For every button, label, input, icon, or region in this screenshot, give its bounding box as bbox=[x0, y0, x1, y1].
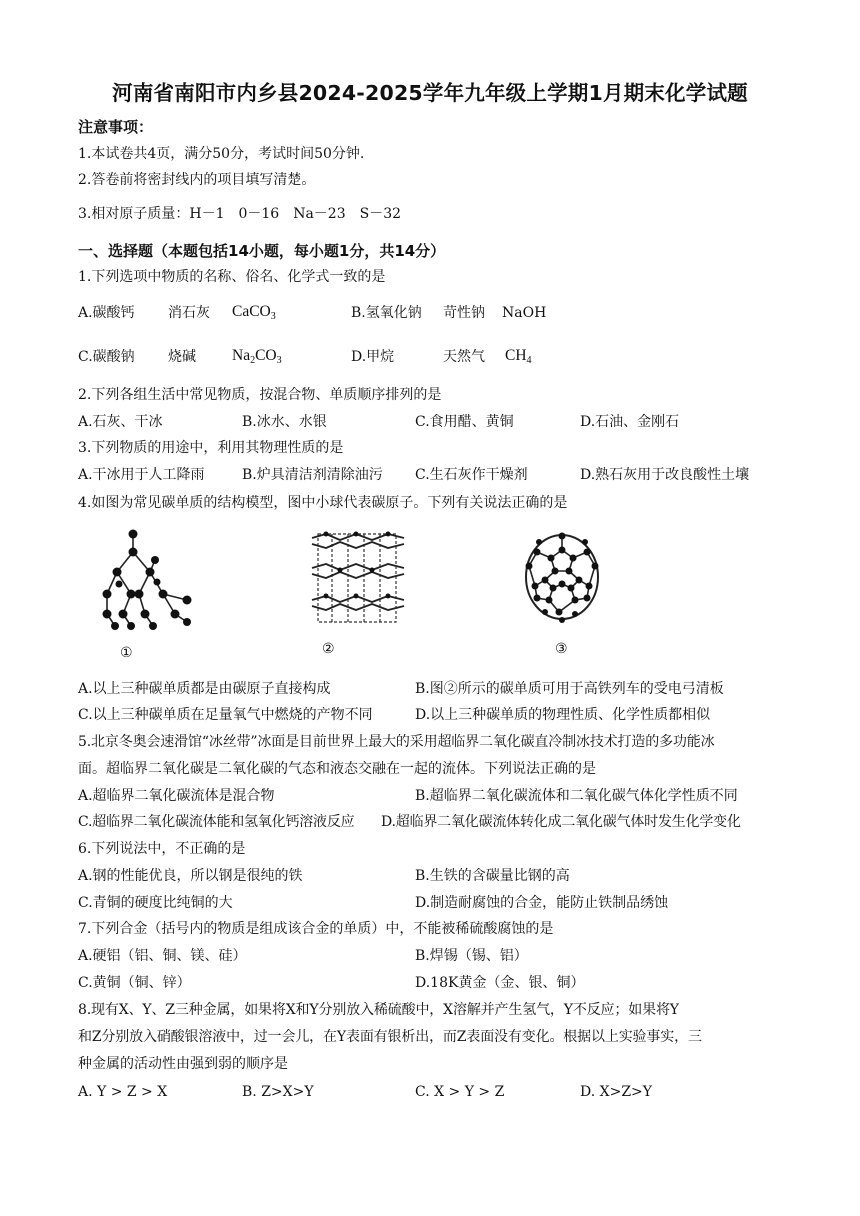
question-5-stem-line-1: 5.北京冬奥会速滑馆“冰丝带”冰面是目前世界上最大的采用超临界二氧化碳直冷制冰技术打造的多功能冰 bbox=[78, 734, 715, 750]
q8-option-b: B. Z>X>Y bbox=[242, 1084, 314, 1100]
question-8-stem-line-1: 8.现有X、Y、Z三种金属，如果将X和Y分别放入稀硫酸中，X溶解并产生氢气，Y不反应；如果将Y bbox=[78, 1002, 679, 1018]
notice-item-1: 1.本试卷共4页，满分50分，考试时间50分钟. bbox=[78, 146, 365, 162]
q1-option-a-formula: CaCO$_3$ bbox=[232, 303, 276, 322]
section-heading: 一、选择题（本题包括14小题，每小题1分，共14分） bbox=[78, 242, 446, 260]
question-4-stem: 4.如图为常见碳单质的结构模型，图中小球代表碳原子。下列有关说法正确的是 bbox=[78, 495, 568, 511]
diamond-structure-figure bbox=[95, 522, 205, 637]
figure-label-2: ② bbox=[322, 641, 335, 657]
q8-option-c: C. X > Y > Z bbox=[415, 1084, 505, 1100]
figure-label-3: ③ bbox=[555, 641, 568, 657]
q1-option-c-formula: $Na_2CO_3$ bbox=[232, 347, 282, 366]
figure-label-1: ① bbox=[120, 645, 133, 661]
q2-option-a: A.石灰、干冰 bbox=[78, 414, 163, 430]
page-title: 河南省南阳市内乡县2024-2025学年九年级上学期1月期末化学试题 bbox=[112, 81, 748, 105]
q7-option-a: A.硬铝（铝、铜、镁、硅） bbox=[78, 948, 247, 964]
q8-option-d: D. X>Z>Y bbox=[580, 1084, 653, 1100]
q4-option-a: A.以上三种碳单质都是由碳原子直接构成 bbox=[78, 681, 331, 697]
q3-option-b: B.炉具清洁剂清除油污 bbox=[242, 467, 383, 483]
q1-option-b-formula: NaOH bbox=[502, 305, 547, 321]
question-6-stem: 6.下列说法中，不正确的是 bbox=[78, 841, 246, 857]
q6-option-d: D.制造耐腐蚀的合金，能防止铁制品绣蚀 bbox=[415, 895, 669, 911]
q5-option-d: D.超临界二氧化碳流体转化成二氧化碳气体时发生化学变化 bbox=[381, 814, 741, 830]
q7-option-c: C.黄铜（铜、锌） bbox=[78, 975, 191, 991]
q1-option-b-common: 苛性钠 bbox=[443, 305, 485, 321]
fullerene-structure-figure bbox=[515, 522, 610, 637]
q6-option-a: A.钢的性能优良，所以钢是很纯的铁 bbox=[78, 868, 303, 884]
question-8-stem-line-3: 种金属的活动性由强到弱的顺序是 bbox=[78, 1056, 288, 1072]
question-3-stem: 3.下列物质的用途中，利用其物理性质的是 bbox=[78, 440, 344, 456]
q8-option-a: A. Y > Z > X bbox=[78, 1084, 168, 1100]
question-2-stem: 2.下列各组生活中常见物质，按混合物、单质顺序排列的是 bbox=[78, 387, 442, 403]
question-7-stem: 7.下列合金（括号内的物质是组成该合金的单质）中，不能被稀硫酸腐蚀的是 bbox=[78, 921, 554, 937]
notice-item-2: 2.答卷前将密封线内的项目填写清楚。 bbox=[78, 172, 316, 188]
q4-option-d: D.以上三种碳单质的物理性质、化学性质都相似 bbox=[415, 707, 711, 723]
q6-option-c: C.青铜的硬度比纯铜的大 bbox=[78, 895, 233, 911]
graphite-structure-figure bbox=[300, 522, 420, 637]
q7-option-d: D.18K黄金（金、银、铜） bbox=[415, 975, 585, 991]
q1-option-d-label: D.甲烷 bbox=[351, 349, 395, 365]
q4-option-c: C.以上三种碳单质在足量氧气中燃烧的产物不同 bbox=[78, 707, 373, 723]
q2-option-b: B.冰水、水银 bbox=[242, 414, 327, 430]
q1-option-d-formula: $CH_4$ bbox=[505, 347, 532, 366]
q5-option-c: C.超临界二氧化碳流体能和氢氧化钙溶液反应 bbox=[78, 814, 355, 830]
question-8-stem-line-2: 和Z分别放入硝酸银溶液中，过一会儿，在Y表面有银析出，而Z表面没有变化。根据以上实验事实，三 bbox=[78, 1029, 702, 1045]
q1-option-a-common: 消石灰 bbox=[168, 305, 210, 321]
question-5-stem-line-2: 面。超临界二氧化碳是二氧化碳的气态和液态交融在一起的流体。下列说法正确的是 bbox=[78, 761, 596, 777]
q3-option-c: C.生石灰作干燥剂 bbox=[415, 467, 528, 483]
q1-option-a-label: A.碳酸钙 bbox=[78, 305, 135, 321]
q5-option-b: B.超临界二氧化碳流体和二氧化碳气体化学性质不同 bbox=[415, 788, 738, 804]
q2-option-c: C.食用醋、黄铜 bbox=[415, 414, 514, 430]
q7-option-b: B.焊锡（锡、铝） bbox=[415, 948, 528, 964]
notice-heading: 注意事项： bbox=[78, 118, 154, 136]
q1-option-c-common: 烧碱 bbox=[168, 349, 196, 365]
q6-option-b: B.生铁的含碳量比钢的高 bbox=[415, 868, 570, 884]
q4-option-b: B.图②所示的碳单质可用于高铁列车的受电弓清板 bbox=[415, 681, 724, 697]
q1-option-c-label: C.碳酸钠 bbox=[78, 349, 135, 365]
question-1-stem: 1.下列选项中物质的名称、俗名、化学式一致的是 bbox=[78, 269, 386, 285]
q5-option-a: A.超临界二氧化碳流体是混合物 bbox=[78, 788, 275, 804]
q1-option-b-label: B.氢氧化钠 bbox=[351, 305, 422, 321]
q2-option-d: D.石油、金刚石 bbox=[580, 414, 680, 430]
q1-option-d-common: 天然气 bbox=[443, 349, 485, 365]
q3-option-d: D.熟石灰用于改良酸性土壤 bbox=[580, 467, 750, 483]
q3-option-a: A.干冰用于人工降雨 bbox=[78, 467, 205, 483]
notice-item-3: 3.相对原子质量：H－1 0－16 Na－23 S－32 bbox=[78, 206, 402, 222]
